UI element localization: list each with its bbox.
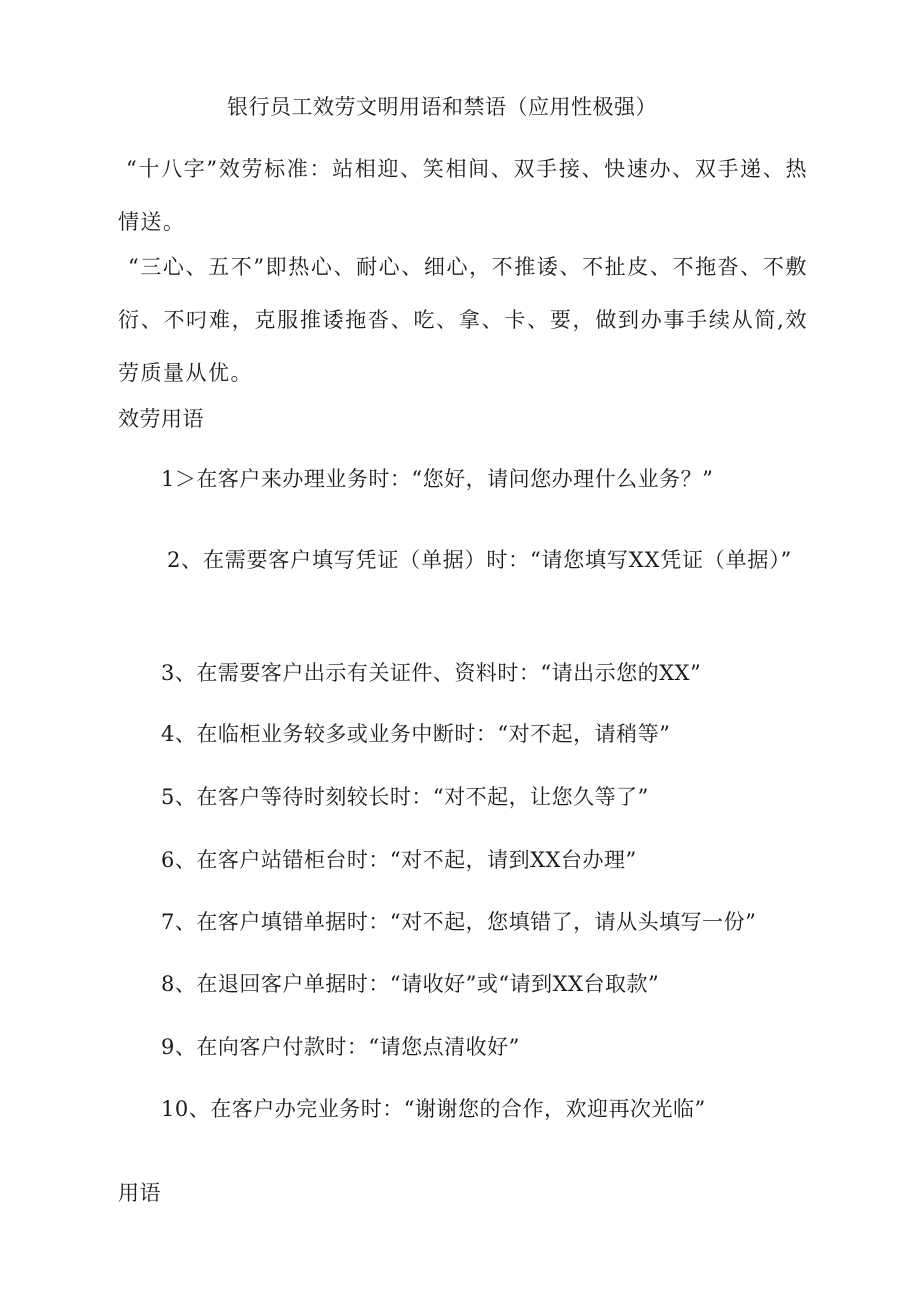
list-item: 8、在退回客户单据时：“请收好”或“请到XX台取款” bbox=[161, 972, 660, 996]
paragraph-three-hearts-five-nos: “三心、五不”即热心、耐心、细心，不推诿、不扯皮、不拖沓、不敷衍、不叼难，克服推诿拖沓、吃、拿、卡、要，做到办事手续从简,效劳质量从优。 bbox=[118, 255, 808, 385]
section-heading-phrases: 用语 bbox=[118, 1181, 161, 1205]
list-item: 2、在需要客户填写凭证（单据）时：“请您填写XX凭证（单据）” bbox=[167, 548, 793, 572]
list-item: 4、在临柜业务较多或业务中断时：“对不起，请稍等” bbox=[161, 722, 671, 746]
paragraph-service-standard: “十八字”效劳标准：站相迎、笑相间、双手接、快速办、双手递、热情送。 bbox=[118, 157, 808, 234]
list-item: 3、在需要客户出示有关证件、资料时：“请出示您的XX” bbox=[161, 661, 702, 685]
list-item: 9、在向客户付款时：“请您点清收好” bbox=[161, 1035, 520, 1059]
page-title: 银行员工效劳文明用语和禁语（应用性极强） bbox=[227, 95, 657, 119]
list-item: 10、在客户办完业务时：“谢谢您的合作，欢迎再次光临” bbox=[161, 1097, 706, 1121]
list-item: 1＞在客户来办理业务时：“您好，请问您办理什么业务？” bbox=[161, 467, 714, 491]
section-heading-service-phrases: 效劳用语 bbox=[118, 407, 204, 431]
list-item: 7、在客户填错单据时：“对不起，您填错了，请从头填写一份” bbox=[161, 910, 757, 934]
list-item: 6、在客户站错柜台时：“对不起，请到XX台办理” bbox=[161, 848, 637, 872]
list-item: 5、在客户等待时刻较长时：“对不起，让您久等了” bbox=[161, 785, 649, 809]
